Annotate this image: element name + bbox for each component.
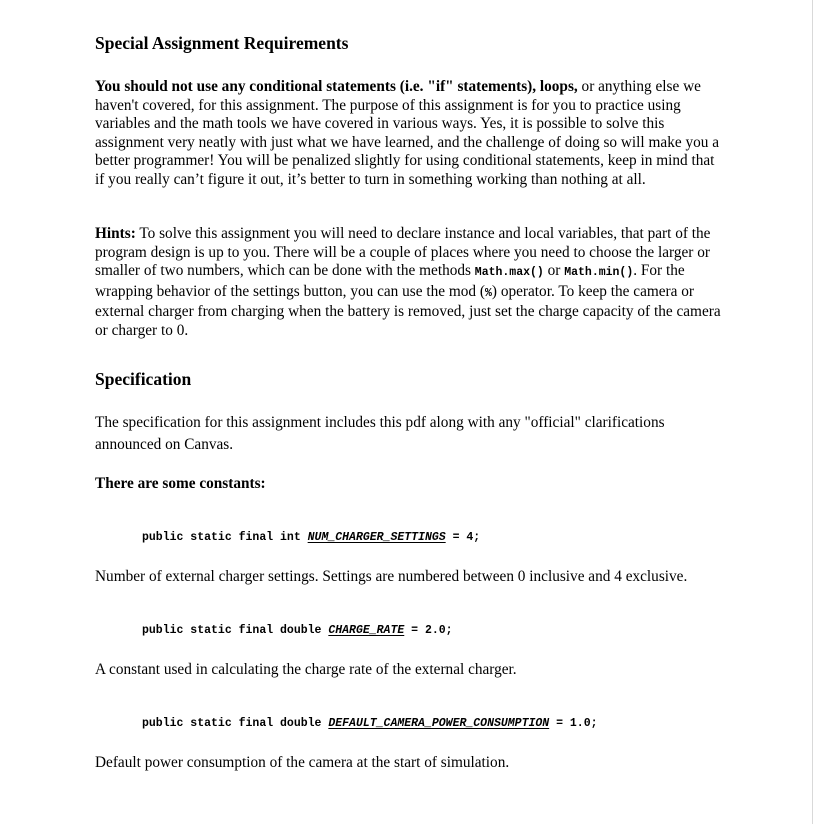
- constants-heading: There are some constants:: [95, 475, 266, 492]
- code-prefix: public static final int: [142, 531, 308, 544]
- requirements-paragraph: [95, 78, 723, 190]
- hints-text-3: . For the wrapping behavior of the settings button, you can use the mod (: [95, 262, 685, 300]
- requirements-text: or anything else we haven't covered, for this assignment. The purpose of this assignment is for you to practice using variables and the math tools we have covered in various ways. Yes, it is possible to solve this assignment very neatly with just what we have learned, and the challenge of doing so will make you a better programmer! You will be penalized slightly for using conditional statements, keep in mind that if you really can’t figure it out, it’s better to turn in something working than nothing at all.: [95, 78, 720, 188]
- requirements-bold-text: You should not use any conditional statements (i.e. "if" statements), loops,: [95, 78, 578, 95]
- constant-description-default-camera-power: Default power consumption of the camera at the start of simulation.: [95, 754, 510, 771]
- constant-declaration-default-camera-power: [142, 716, 598, 732]
- code-math-min: Math.min(): [564, 266, 634, 280]
- constant-name: NUM_CHARGER_SETTINGS: [307, 531, 446, 544]
- code-mod-operator: %: [485, 286, 492, 300]
- hints-text-2: or: [543, 262, 565, 280]
- constant-declaration-num-charger-settings: [142, 530, 480, 546]
- hints-text-4: ) operator. To keep the camera or external charger from charging when the battery is removed, just set the charge capacity of the camera or charger to 0.: [95, 282, 721, 339]
- constant-name: CHARGE_RATE: [328, 624, 405, 637]
- section-title-specification: Specification: [95, 369, 192, 389]
- code-prefix: public static final double: [142, 624, 329, 637]
- constant-description-num-charger-settings: Number of external charger settings. Settings are numbered between 0 inclusive and 4 exclusive.: [95, 568, 688, 585]
- code-prefix: public static final double: [142, 717, 329, 730]
- hints-paragraph: [95, 225, 723, 341]
- hints-label: Hints:: [95, 225, 136, 242]
- hints-text-1: To solve this assignment you will need to declare instance and local variables, that part of the program design is up to you. There will be a couple of places where you need to choose the larger or smaller of two numbers, which can be done with the methods: [95, 225, 711, 280]
- section-title-requirements: Special Assignment Requirements: [95, 33, 349, 53]
- code-suffix: = 2.0;: [404, 624, 453, 637]
- constant-declaration-charge-rate: [142, 623, 453, 639]
- specification-intro: The specification for this assignment includes this pdf along with any "official" clarifications announced on Canvas.: [95, 414, 665, 453]
- constant-description-charge-rate: A constant used in calculating the charge rate of the external charger.: [95, 661, 517, 678]
- constant-name: DEFAULT_CAMERA_POWER_CONSUMPTION: [328, 717, 550, 730]
- code-suffix: = 4;: [445, 531, 481, 544]
- code-suffix: = 1.0;: [549, 717, 598, 730]
- code-math-max: Math.max(): [474, 266, 544, 280]
